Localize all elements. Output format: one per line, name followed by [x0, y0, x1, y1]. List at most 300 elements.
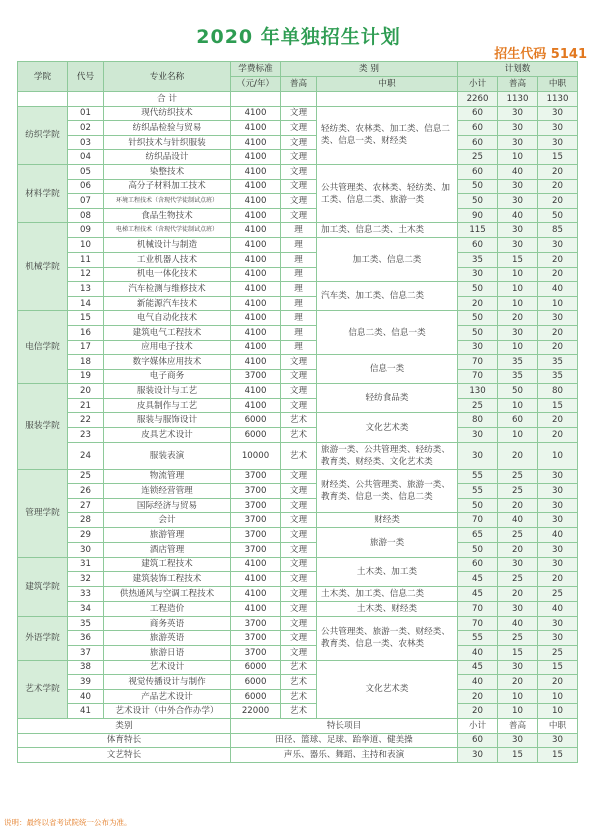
tuition-fee: 4100	[231, 121, 281, 136]
vocational-category: 土木类、加工类、信息二类	[317, 586, 458, 601]
major-name: 工业机器人技术	[104, 252, 231, 267]
tuition-fee: 4100	[231, 340, 281, 355]
major-code: 02	[68, 121, 104, 136]
plan-general: 10	[498, 340, 538, 355]
general-category: 理	[281, 252, 317, 267]
total-row	[18, 92, 578, 107]
vocational-category: 旅游一类	[317, 528, 458, 557]
plan-general: 20	[498, 442, 538, 469]
vocational-category: 信息一类	[317, 355, 458, 384]
plan-general: 30	[498, 557, 538, 572]
general-category: 文理	[281, 543, 317, 558]
plan-general: 60	[498, 413, 538, 428]
plan-general: 20	[498, 586, 538, 601]
major-name: 现代纺织技术	[104, 106, 231, 121]
major-row	[18, 442, 578, 469]
plan-subtotal: 70	[458, 355, 498, 370]
major-name: 商务英语	[104, 616, 231, 631]
major-name: 旅游管理	[104, 528, 231, 543]
major-row	[18, 340, 578, 355]
plan-general: 30	[498, 660, 538, 675]
major-row	[18, 223, 578, 238]
major-code: 20	[68, 384, 104, 399]
plan-vocational: 30	[538, 498, 578, 513]
major-name: 建筑工程技术	[104, 557, 231, 572]
plan-vocational: 20	[538, 179, 578, 194]
major-code: 17	[68, 340, 104, 355]
special-row	[18, 748, 578, 763]
plan-vocational: 85	[538, 223, 578, 238]
general-category: 文理	[281, 164, 317, 179]
plan-vocational: 30	[538, 543, 578, 558]
major-name: 针织技术与针织服装	[104, 135, 231, 150]
major-code: 11	[68, 252, 104, 267]
major-row	[18, 398, 578, 413]
tuition-fee: 3700	[231, 513, 281, 528]
plan-subtotal: 55	[458, 484, 498, 499]
major-name: 工程造价	[104, 601, 231, 616]
major-name: 机械设计与制造	[104, 238, 231, 253]
tuition-fee: 6000	[231, 689, 281, 704]
plan-subtotal: 40	[458, 675, 498, 690]
general-category: 文理	[281, 469, 317, 484]
plan-general: 15	[498, 252, 538, 267]
tuition-fee: 4100	[231, 238, 281, 253]
tuition-fee: 3700	[231, 484, 281, 499]
tuition-fee: 3700	[231, 528, 281, 543]
major-name: 供热通风与空调工程技术	[104, 586, 231, 601]
tuition-fee: 4100	[231, 223, 281, 238]
major-name: 建筑装饰工程技术	[104, 572, 231, 587]
major-name: 纺织品检验与贸易	[104, 121, 231, 136]
vocational-category: 财经类、公共管理类、旅游一类、教育类、信息一类、信息二类	[317, 469, 458, 513]
tuition-fee: 22000	[231, 704, 281, 719]
plan-subtotal: 90	[458, 208, 498, 223]
plan-vocational: 30	[538, 469, 578, 484]
total-general: 1130	[498, 92, 538, 107]
major-row	[18, 689, 578, 704]
tuition-fee: 4100	[231, 252, 281, 267]
header-major: 专业名称	[104, 62, 231, 92]
major-code: 27	[68, 498, 104, 513]
total-label: 合 计	[104, 92, 231, 107]
plan-general: 40	[498, 208, 538, 223]
special-subtotal: 60	[458, 733, 498, 748]
tuition-fee: 3700	[231, 369, 281, 384]
plan-subtotal: 40	[458, 646, 498, 661]
major-code: 21	[68, 398, 104, 413]
general-category: 文理	[281, 121, 317, 136]
general-category: 文理	[281, 616, 317, 631]
plan-vocational: 10	[538, 689, 578, 704]
plan-general: 50	[498, 384, 538, 399]
major-code: 19	[68, 369, 104, 384]
plan-vocational: 20	[538, 428, 578, 443]
plan-general: 15	[498, 646, 538, 661]
major-row	[18, 252, 578, 267]
major-name: 服装与服饰设计	[104, 413, 231, 428]
plan-vocational: 40	[538, 282, 578, 297]
special-header-general: 普高	[498, 718, 538, 733]
major-code: 32	[68, 572, 104, 587]
plan-vocational: 30	[538, 484, 578, 499]
general-category: 理	[281, 282, 317, 297]
major-name: 电气自动化技术	[104, 311, 231, 326]
major-code: 24	[68, 442, 104, 469]
major-row	[18, 150, 578, 165]
vocational-category: 信息二类、信息一类	[317, 311, 458, 355]
vocational-category: 轻纺食品类	[317, 384, 458, 413]
plan-subtotal: 50	[458, 498, 498, 513]
major-name: 染整技术	[104, 164, 231, 179]
major-name: 视觉传播设计与制作	[104, 675, 231, 690]
major-row	[18, 601, 578, 616]
plan-general: 30	[498, 238, 538, 253]
major-row	[18, 484, 578, 499]
vocational-category: 旅游一类、公共管理类、轻纺类、教育类、财经类、文化艺术类	[317, 442, 458, 469]
plan-subtotal: 70	[458, 369, 498, 384]
plan-subtotal: 45	[458, 586, 498, 601]
tuition-fee: 4100	[231, 311, 281, 326]
major-row	[18, 194, 578, 209]
plan-vocational: 20	[538, 194, 578, 209]
plan-subtotal: 20	[458, 704, 498, 719]
plan-subtotal: 130	[458, 384, 498, 399]
plan-general: 10	[498, 296, 538, 311]
general-category: 文理	[281, 208, 317, 223]
general-category: 文理	[281, 369, 317, 384]
major-row	[18, 631, 578, 646]
tuition-fee: 4100	[231, 601, 281, 616]
plan-vocational: 40	[538, 528, 578, 543]
plan-general: 30	[498, 223, 538, 238]
plan-subtotal: 55	[458, 631, 498, 646]
major-row	[18, 528, 578, 543]
major-name: 食品生物技术	[104, 208, 231, 223]
general-category: 文理	[281, 194, 317, 209]
general-category: 文理	[281, 601, 317, 616]
plan-general: 25	[498, 528, 538, 543]
plan-general: 40	[498, 616, 538, 631]
special-header-subtotal: 小计	[458, 718, 498, 733]
general-category: 艺术	[281, 442, 317, 469]
total-vocational: 1130	[538, 92, 578, 107]
plan-general: 20	[498, 311, 538, 326]
plan-general: 10	[498, 689, 538, 704]
major-row	[18, 646, 578, 661]
plan-vocational: 10	[538, 296, 578, 311]
plan-general: 30	[498, 325, 538, 340]
major-name: 物流管理	[104, 469, 231, 484]
plan-subtotal: 30	[458, 267, 498, 282]
general-category: 文理	[281, 498, 317, 513]
tuition-fee: 4100	[231, 325, 281, 340]
plan-general: 25	[498, 631, 538, 646]
major-code: 37	[68, 646, 104, 661]
tuition-fee: 6000	[231, 660, 281, 675]
plan-vocational: 30	[538, 135, 578, 150]
special-row	[18, 733, 578, 748]
plan-general: 10	[498, 150, 538, 165]
major-name: 环境工程技术（含现代学徒制试点班）	[104, 194, 231, 209]
plan-subtotal: 60	[458, 106, 498, 121]
plan-subtotal: 50	[458, 282, 498, 297]
special-header-items: 特长项目	[231, 718, 458, 733]
plan-subtotal: 115	[458, 223, 498, 238]
total-subtotal: 2260	[458, 92, 498, 107]
plan-general: 10	[498, 398, 538, 413]
general-category: 文理	[281, 484, 317, 499]
special-header-vocational: 中职	[538, 718, 578, 733]
general-category: 艺术	[281, 689, 317, 704]
plan-vocational: 10	[538, 442, 578, 469]
major-row	[18, 296, 578, 311]
vocational-category: 文化艺术类	[317, 413, 458, 442]
major-code: 22	[68, 413, 104, 428]
plan-general: 20	[498, 498, 538, 513]
footer-note: 说明：最终以省考试院统一公布为准。	[4, 818, 132, 827]
vocational-category: 加工类、信息二类、土木类	[317, 223, 458, 238]
tuition-fee: 4100	[231, 384, 281, 399]
major-row	[18, 179, 578, 194]
major-row	[18, 267, 578, 282]
major-code: 28	[68, 513, 104, 528]
major-row	[18, 543, 578, 558]
header-vocational: 中职	[317, 77, 458, 92]
major-row	[18, 413, 578, 428]
plan-general: 20	[498, 675, 538, 690]
plan-vocational: 30	[538, 513, 578, 528]
major-row	[18, 616, 578, 631]
general-category: 文理	[281, 572, 317, 587]
plan-general: 25	[498, 484, 538, 499]
general-category: 文理	[281, 631, 317, 646]
tuition-fee: 4100	[231, 106, 281, 121]
general-category: 艺术	[281, 428, 317, 443]
major-row	[18, 428, 578, 443]
plan-vocational: 10	[538, 704, 578, 719]
special-general: 15	[498, 748, 538, 763]
major-code: 14	[68, 296, 104, 311]
plan-vocational: 20	[538, 340, 578, 355]
enrollment-plan-table	[17, 61, 578, 763]
plan-vocational: 30	[538, 106, 578, 121]
major-code: 09	[68, 223, 104, 238]
plan-subtotal: 60	[458, 135, 498, 150]
major-row	[18, 135, 578, 150]
plan-vocational: 20	[538, 325, 578, 340]
major-row	[18, 369, 578, 384]
general-category: 艺术	[281, 704, 317, 719]
tuition-fee: 3700	[231, 631, 281, 646]
major-code: 15	[68, 311, 104, 326]
major-code: 05	[68, 164, 104, 179]
college-name: 电信学院	[18, 311, 68, 384]
header-plan-general: 普高	[498, 77, 538, 92]
plan-vocational: 20	[538, 267, 578, 282]
plan-subtotal: 60	[458, 557, 498, 572]
tuition-fee: 3700	[231, 498, 281, 513]
page-title: 2020 年单独招生计划	[196, 26, 401, 48]
plan-general: 30	[498, 179, 538, 194]
major-row	[18, 660, 578, 675]
special-items: 田径、篮球、足球、跆拳道、健美操	[231, 733, 458, 748]
plan-subtotal: 45	[458, 660, 498, 675]
plan-general: 25	[498, 572, 538, 587]
major-name: 纺织品设计	[104, 150, 231, 165]
plan-general: 20	[498, 543, 538, 558]
plan-general: 10	[498, 267, 538, 282]
plan-general: 25	[498, 469, 538, 484]
college-name: 艺术学院	[18, 660, 68, 718]
plan-vocational: 30	[538, 616, 578, 631]
major-code: 06	[68, 179, 104, 194]
special-vocational: 15	[538, 748, 578, 763]
special-general: 30	[498, 733, 538, 748]
general-category: 文理	[281, 384, 317, 399]
tuition-fee: 4100	[231, 194, 281, 209]
tuition-fee: 4100	[231, 208, 281, 223]
tuition-fee: 4100	[231, 150, 281, 165]
vocational-category: 文化艺术类	[317, 660, 458, 718]
tuition-fee: 3700	[231, 646, 281, 661]
major-name: 酒店管理	[104, 543, 231, 558]
general-category: 理	[281, 238, 317, 253]
header-fee: 学费标准	[231, 62, 281, 77]
major-code: 03	[68, 135, 104, 150]
special-items: 声乐、器乐、舞蹈、主持和表演	[231, 748, 458, 763]
vocational-category: 汽车类、加工类、信息二类	[317, 282, 458, 311]
major-code: 33	[68, 586, 104, 601]
plan-subtotal: 65	[458, 528, 498, 543]
tuition-fee: 4100	[231, 557, 281, 572]
major-name: 高分子材料加工技术	[104, 179, 231, 194]
plan-subtotal: 55	[458, 469, 498, 484]
general-category: 文理	[281, 106, 317, 121]
plan-subtotal: 50	[458, 179, 498, 194]
major-code: 13	[68, 282, 104, 297]
college-name: 服装学院	[18, 384, 68, 469]
major-code: 38	[68, 660, 104, 675]
header-subtotal: 小计	[458, 77, 498, 92]
college-name: 材料学院	[18, 164, 68, 222]
general-category: 理	[281, 223, 317, 238]
major-row	[18, 164, 578, 179]
major-name: 汽车检测与维修技术	[104, 282, 231, 297]
major-name: 产品艺术设计	[104, 689, 231, 704]
general-category: 文理	[281, 557, 317, 572]
plan-vocational: 30	[538, 557, 578, 572]
plan-vocational: 30	[538, 121, 578, 136]
plan-general: 10	[498, 282, 538, 297]
plan-subtotal: 70	[458, 601, 498, 616]
general-category: 文理	[281, 398, 317, 413]
plan-subtotal: 25	[458, 398, 498, 413]
major-name: 艺术设计	[104, 660, 231, 675]
major-row	[18, 469, 578, 484]
major-code: 40	[68, 689, 104, 704]
plan-subtotal: 30	[458, 428, 498, 443]
header-plan: 计划数	[458, 62, 578, 77]
plan-vocational: 35	[538, 355, 578, 370]
general-category: 文理	[281, 150, 317, 165]
major-name: 服装设计与工艺	[104, 384, 231, 399]
tuition-fee: 4100	[231, 355, 281, 370]
major-row	[18, 572, 578, 587]
plan-subtotal: 80	[458, 413, 498, 428]
major-name: 应用电子技术	[104, 340, 231, 355]
plan-vocational: 30	[538, 238, 578, 253]
special-header-category: 类别	[18, 718, 231, 733]
plan-subtotal: 50	[458, 543, 498, 558]
major-code: 01	[68, 106, 104, 121]
tuition-fee: 4100	[231, 267, 281, 282]
header-college: 学院	[18, 62, 68, 92]
major-name: 机电一体化技术	[104, 267, 231, 282]
major-code: 34	[68, 601, 104, 616]
vocational-category: 公共管理类、旅游一类、财经类、教育类、信息一类、农林类	[317, 616, 458, 660]
general-category: 文理	[281, 528, 317, 543]
general-category: 理	[281, 340, 317, 355]
college-name: 纺织学院	[18, 106, 68, 164]
major-row	[18, 586, 578, 601]
plan-subtotal: 45	[458, 572, 498, 587]
tuition-fee: 4100	[231, 586, 281, 601]
major-row	[18, 325, 578, 340]
enrollment-code: 招生代码 5141	[494, 47, 587, 62]
plan-subtotal: 30	[458, 340, 498, 355]
plan-vocational: 80	[538, 384, 578, 399]
plan-vocational: 15	[538, 398, 578, 413]
plan-vocational: 20	[538, 164, 578, 179]
plan-general: 30	[498, 121, 538, 136]
plan-vocational: 15	[538, 660, 578, 675]
major-row	[18, 208, 578, 223]
major-name: 服装表演	[104, 442, 231, 469]
special-category: 文艺特长	[18, 748, 231, 763]
plan-subtotal: 25	[458, 150, 498, 165]
general-category: 文理	[281, 646, 317, 661]
major-name: 会计	[104, 513, 231, 528]
major-code: 39	[68, 675, 104, 690]
major-code: 31	[68, 557, 104, 572]
plan-vocational: 25	[538, 646, 578, 661]
plan-subtotal: 35	[458, 252, 498, 267]
vocational-category: 加工类、信息二类	[317, 238, 458, 282]
major-row	[18, 238, 578, 253]
special-category: 体育特长	[18, 733, 231, 748]
major-name: 电子商务	[104, 369, 231, 384]
plan-subtotal: 60	[458, 164, 498, 179]
general-category: 理	[281, 325, 317, 340]
header-general: 普高	[281, 77, 317, 92]
major-row	[18, 106, 578, 121]
tuition-fee: 6000	[231, 675, 281, 690]
major-code: 30	[68, 543, 104, 558]
major-code: 10	[68, 238, 104, 253]
college-name: 外语学院	[18, 616, 68, 660]
vocational-category: 公共管理类、农林类、轻纺类、加工类、信息二类、旅游一类	[317, 164, 458, 222]
general-category: 文理	[281, 586, 317, 601]
plan-subtotal: 50	[458, 194, 498, 209]
college-name: 管理学院	[18, 469, 68, 557]
plan-vocational: 35	[538, 369, 578, 384]
major-code: 12	[68, 267, 104, 282]
plan-subtotal: 60	[458, 238, 498, 253]
plan-general: 30	[498, 601, 538, 616]
tuition-fee: 3700	[231, 543, 281, 558]
general-category: 艺术	[281, 413, 317, 428]
